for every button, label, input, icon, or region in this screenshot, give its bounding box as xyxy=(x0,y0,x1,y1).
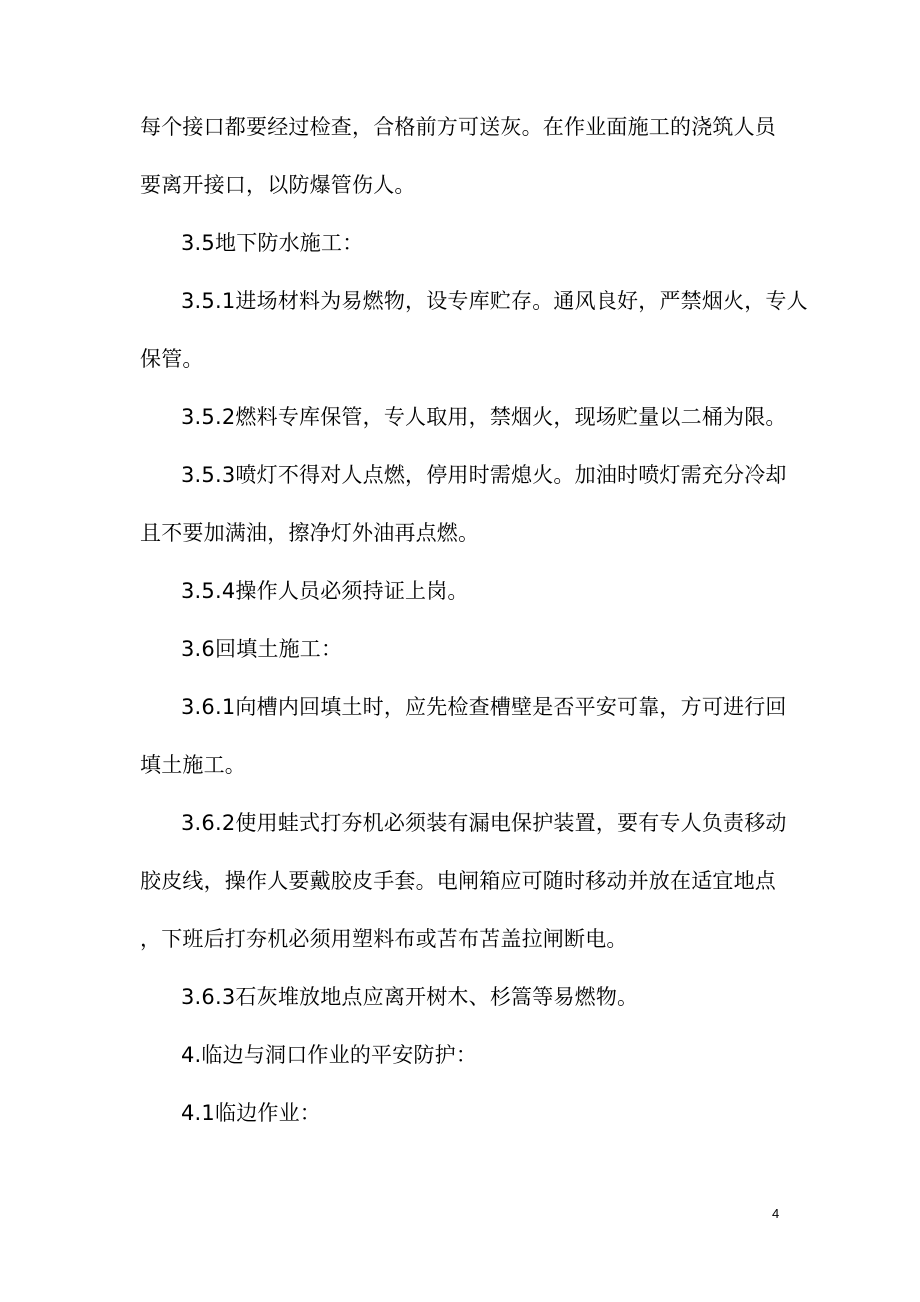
text-line-3-6-3: 3.6.3石灰堆放地点应离开树木、杉篙等易燃物。 xyxy=(181,985,639,1009)
text-line-1: 每个接口都要经过检查，合格前方可送灰。在作业面施工的浇筑人员 xyxy=(140,115,776,139)
text-line-3-6-2: 3.6.2使用蛙式打夯机必须装有漏电保护装置，要有专人负责移动 xyxy=(181,811,787,835)
text-line-3-6-1-cont: 填土施工。 xyxy=(140,753,246,777)
text-line-3-6-2-cont-1: 胶皮线，操作人要戴胶皮手套。电闸箱应可随时移动并放在适宜地点 xyxy=(140,869,776,893)
section-heading-4: 4.临边与洞口作业的平安防护： xyxy=(181,1043,478,1067)
text-line-3-5-3-cont: 且不要加满油，擦净灯外油再点燃。 xyxy=(140,521,480,545)
text-line-3-5-3: 3.5.3喷灯不得对人点燃，停用时需熄火。加油时喷灯需充分冷却 xyxy=(181,463,787,487)
section-heading-3-6: 3.6回填土施工： xyxy=(181,637,343,661)
text-line-3-6-2-cont-2: ，下班后打夯机必须用塑料布或苫布苫盖拉闸断电。 xyxy=(140,927,628,951)
text-line-3-5-4: 3.5.4操作人员必须持证上岗。 xyxy=(181,579,469,603)
text-line-3-5-1-cont: 保管。 xyxy=(140,347,204,371)
section-heading-3-5: 3.5地下防水施工： xyxy=(181,231,364,255)
page-number: 4 xyxy=(772,1206,780,1221)
section-heading-4-1: 4.1临边作业： xyxy=(181,1101,321,1125)
text-line-3-6-1: 3.6.1向槽内回填土时，应先检查槽壁是否平安可靠，方可进行回 xyxy=(181,695,787,719)
text-line-2: 要离开接口，以防爆管伤人。 xyxy=(140,173,416,197)
text-line-3-5-2: 3.5.2燃料专库保管，专人取用，禁烟火，现场贮量以二桶为限。 xyxy=(181,405,787,429)
text-line-3-5-1: 3.5.1进场材料为易燃物，设专库贮存。通风良好，严禁烟火，专人 xyxy=(181,289,808,313)
